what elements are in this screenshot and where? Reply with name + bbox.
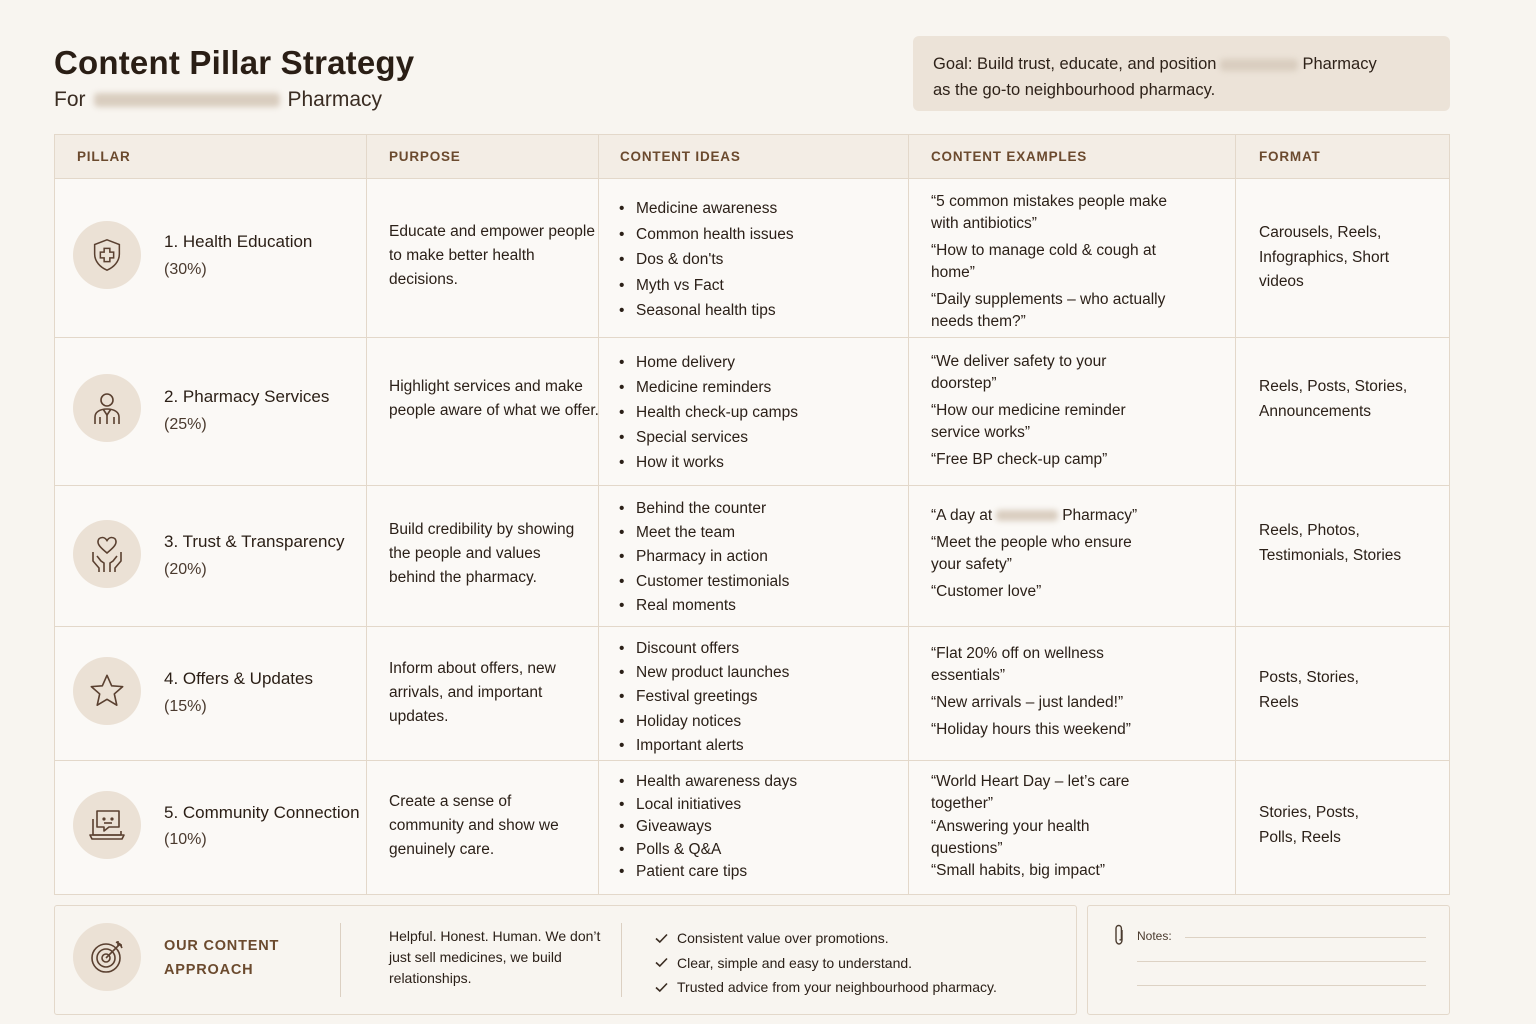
approach-text: Helpful. Honest. Human. We don’t just sell medicines, we build relationships. — [389, 928, 601, 986]
list-item: • Medicine reminders — [617, 375, 798, 400]
check-icon — [655, 982, 668, 993]
content-examples — [931, 643, 1161, 746]
approach-checklist — [655, 926, 997, 1000]
example-item: “Small habits, big impact” — [931, 862, 1106, 880]
pillar-name: 2. Pharmacy Services — [164, 387, 330, 406]
list-item — [655, 975, 997, 1000]
pillar-format: Reels, Photos, Testimonials, Stories — [1259, 522, 1402, 564]
pharmacist-icon — [73, 374, 141, 442]
list-item: • Myth vs Fact — [617, 273, 794, 299]
redacted-name — [94, 93, 280, 107]
goal-suffix: Pharmacy — [1302, 55, 1377, 73]
list-item: • Special services — [617, 425, 798, 450]
pillar-name: 1. Health Education — [164, 232, 313, 251]
page-title: Content Pillar Strategy — [54, 44, 415, 81]
pillar-name: 5. Community Connection — [164, 803, 360, 822]
check-label: Consistent value over promotions. — [677, 930, 889, 947]
notes-label: Notes: — [1137, 929, 1172, 943]
list-item: • Important alerts — [617, 734, 789, 758]
pillar-format: Posts, Stories, Reels — [1259, 669, 1359, 711]
content-ideas-list — [617, 350, 798, 475]
example-item: “We deliver safety to your doorstep” — [931, 353, 1107, 392]
table-row — [55, 338, 1449, 486]
example-prefix: “A day at — [931, 507, 993, 524]
content-approach-box — [54, 905, 1077, 1015]
example-item: “Daily supplements – who actually needs them?” — [931, 291, 1166, 330]
example-item: “Meet the people who ensure your safety” — [931, 534, 1132, 573]
list-item: • Local initiatives — [617, 794, 797, 817]
example-item: “Answering your health questions” — [931, 817, 1090, 857]
list-item: • Health check-up camps — [617, 400, 798, 425]
content-examples — [931, 351, 1151, 476]
list-item: • How it works — [617, 450, 798, 475]
list-item: • Dos & don'ts — [617, 247, 794, 273]
list-item: • Pharmacy in action — [617, 545, 789, 569]
content-examples — [931, 771, 1131, 882]
example-item: “Holiday hours this weekend” — [931, 721, 1131, 738]
content-examples — [931, 505, 1161, 608]
example-item: “5 common mistakes people make with antibiotics” — [931, 193, 1168, 232]
pillar-percent: (25%) — [164, 416, 207, 433]
goal-box — [913, 36, 1450, 111]
list-item: • Giveaways — [617, 816, 797, 839]
col-content-examples: CONTENT EXAMPLES — [931, 149, 1088, 164]
content-ideas-list — [617, 771, 797, 884]
subtitle-prefix: For — [54, 88, 86, 111]
redacted-name — [1220, 59, 1298, 71]
pillar-name: 4. Offers & Updates — [164, 669, 313, 688]
list-item: • Festival greetings — [617, 685, 789, 709]
content-ideas-list — [617, 497, 789, 618]
subtitle-suffix: Pharmacy — [287, 88, 383, 111]
table-row — [55, 179, 1449, 338]
pillar-purpose: Build credibility by showing the people and values behind the pharmacy. — [389, 521, 575, 586]
chat-laptop-icon — [73, 791, 141, 859]
check-icon — [655, 957, 668, 968]
list-item: • Real moments — [617, 594, 789, 618]
content-examples — [931, 191, 1191, 338]
example-item: “How to manage cold & cough at home” — [931, 242, 1156, 281]
goal-line2: as the go-to neighbourhood pharmacy. — [933, 81, 1216, 99]
notes-box[interactable] — [1087, 905, 1450, 1015]
check-icon — [655, 933, 668, 944]
example-suffix: Pharmacy” — [1062, 507, 1138, 524]
list-item: • Meet the team — [617, 521, 789, 545]
pillar-purpose: Inform about offers, new arrivals, and important updates. — [389, 660, 556, 725]
approach-title: OUR CONTENT APPROACH — [164, 938, 280, 978]
pillar-percent: (20%) — [164, 561, 207, 578]
list-item: • Holiday notices — [617, 710, 789, 734]
example-item: “New arrivals – just landed!” — [931, 694, 1124, 711]
check-label: Clear, simple and easy to understand. — [677, 954, 913, 971]
list-item: • Seasonal health tips — [617, 298, 794, 324]
table-row — [55, 761, 1449, 896]
list-item: • Patient care tips — [617, 861, 797, 884]
example-item: “World Heart Day – let’s care together” — [931, 773, 1130, 813]
table-row — [55, 627, 1449, 761]
pillar-format: Stories, Posts, Polls, Reels — [1259, 804, 1359, 846]
col-format: FORMAT — [1259, 149, 1321, 164]
table-header — [55, 135, 1449, 179]
list-item: • Polls & Q&A — [617, 839, 797, 862]
list-item — [655, 926, 997, 951]
example-item: “How our medicine reminder service works” — [931, 402, 1126, 441]
col-content-ideas: CONTENT IDEAS — [620, 149, 741, 164]
pillar-format: Reels, Posts, Stories, Announcements — [1259, 378, 1408, 420]
list-item: • New product launches — [617, 661, 789, 685]
pillar-purpose: Create a sense of community and show we genuinely care. — [389, 793, 559, 858]
pillar-purpose: Highlight services and make people aware of what we offer. — [389, 378, 599, 419]
target-icon — [73, 923, 141, 991]
list-item: • Discount offers — [617, 637, 789, 661]
content-ideas-list — [617, 637, 789, 758]
pillar-table — [54, 134, 1450, 895]
list-item: • Behind the counter — [617, 497, 789, 521]
page-subtitle — [54, 88, 382, 112]
content-ideas-list — [617, 196, 794, 324]
pillar-percent: (10%) — [164, 831, 207, 848]
paperclip-icon — [1112, 924, 1126, 946]
table-row — [55, 486, 1449, 627]
pillar-percent: (15%) — [164, 698, 207, 715]
list-item: • Health awareness days — [617, 771, 797, 794]
list-item: • Medicine awareness — [617, 196, 794, 222]
shield-cross-icon — [73, 221, 141, 289]
goal-prefix: Goal: Build trust, educate, and position — [933, 55, 1217, 73]
pillar-name: 3. Trust & Transparency — [164, 532, 345, 551]
col-pillar: PILLAR — [77, 149, 131, 164]
col-purpose: PURPOSE — [389, 149, 461, 164]
pillar-format: Carousels, Reels, Infographics, Short videos — [1259, 224, 1390, 290]
list-item: • Home delivery — [617, 350, 798, 375]
check-label: Trusted advice from your neighbourhood pharmacy. — [677, 979, 997, 996]
list-item: • Common health issues — [617, 222, 794, 248]
example-item: “Free BP check-up camp” — [931, 451, 1108, 468]
example-item: “Customer love” — [931, 583, 1042, 600]
list-item: • Customer testimonials — [617, 570, 789, 594]
example-item — [931, 505, 1161, 527]
pillar-percent: (30%) — [164, 261, 207, 278]
heart-hands-icon — [73, 520, 141, 588]
redacted-name — [996, 510, 1058, 521]
star-icon — [73, 657, 141, 725]
list-item — [655, 951, 997, 976]
example-item: “Flat 20% off on wellness essentials” — [931, 645, 1104, 684]
pillar-purpose: Educate and empower people to make better health decisions. — [389, 223, 595, 288]
